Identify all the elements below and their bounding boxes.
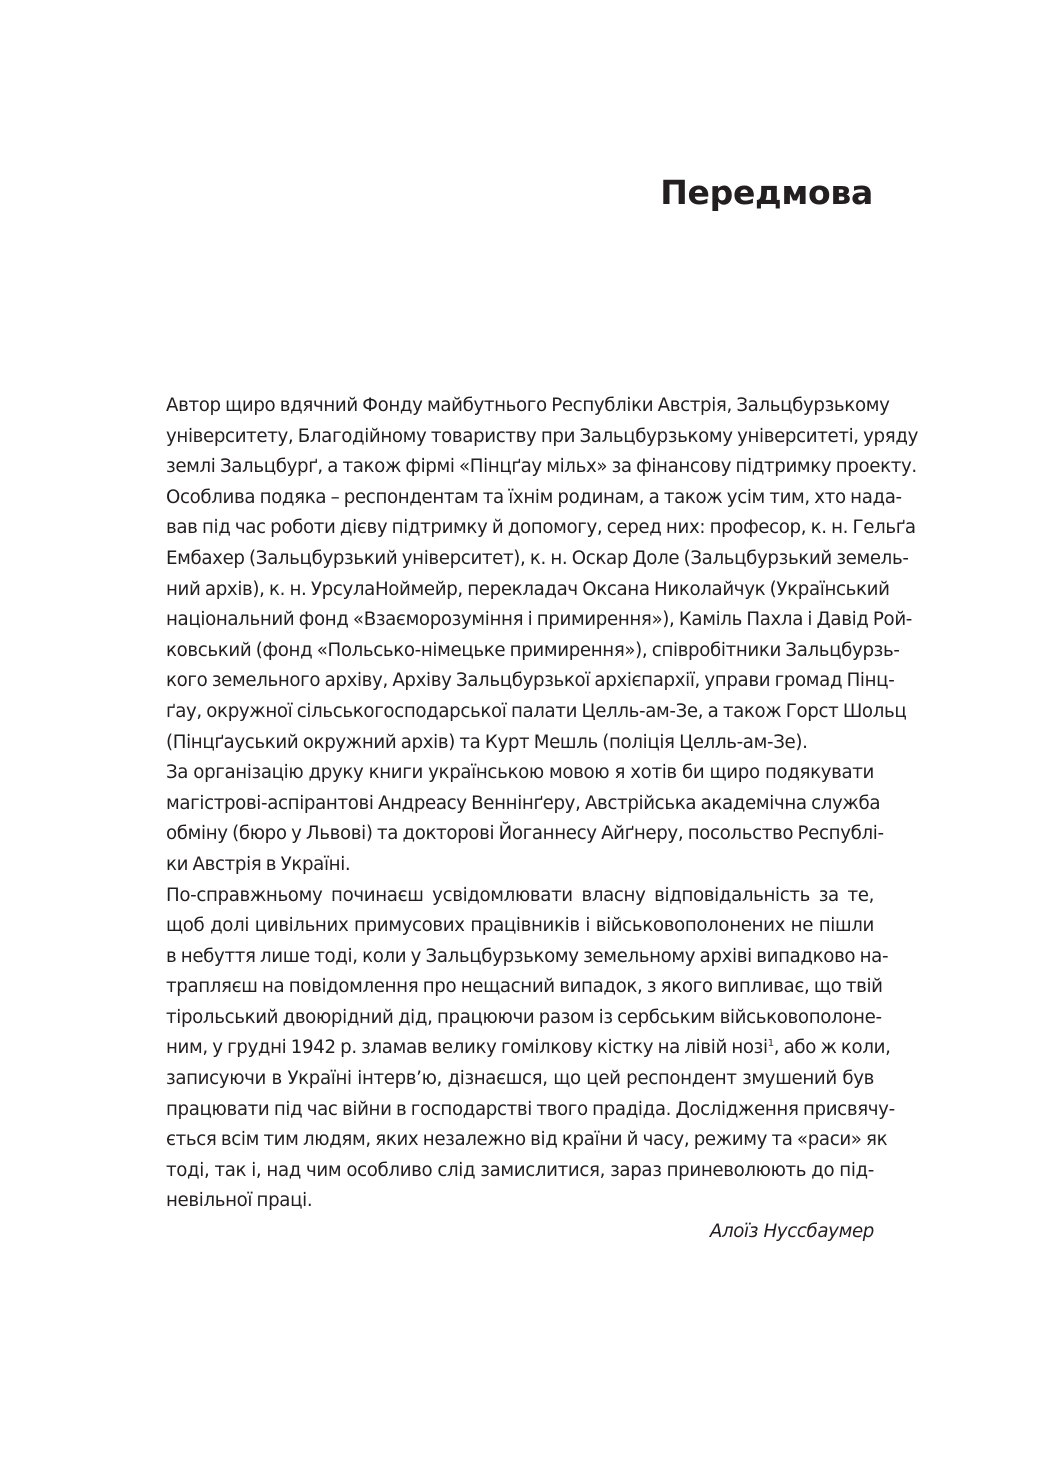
page-title: Передмова (660, 173, 873, 212)
text-line: ковський (фонд «Польсько-німецьке примирення»), співробітники Зальцбурзь- (166, 639, 900, 661)
text-line: вав під час роботи дієву підтримку й допомогу, серед них: професор, к. н. Гельґа (166, 517, 916, 539)
text-line: невільної праці. (166, 1190, 313, 1212)
text-line: щоб долі цивільних примусових працівників і військовополонених не пішли (166, 915, 874, 937)
text-line: Особлива подяка – респондентам та їхнім родинам, а також усім тим, хто нада- (166, 486, 902, 508)
text-line: університету, Благодійному товариству при Зальцбурзькому університеті, уряду (166, 425, 918, 447)
text-line: в небуття лише тоді, коли у Зальцбурзькому земельному архіві випадково на- (166, 945, 889, 967)
text-line: кого земельного архіву, Архіву Зальцбурзької архієпархії, управи громад Пінц- (166, 670, 895, 692)
text-line: Ембахер (Зальцбурзький університет), к. н. Оскар Доле (Зальцбурзький земель- (166, 547, 909, 569)
text-fragment: ним, у грудні 1942 р. зламав велику гомілкову кістку на лівій нозі (166, 1037, 768, 1059)
text-line: Автор щиро вдячний Фонду майбутнього Республіки Австрія, Зальцбурзькому (166, 395, 890, 416)
text-line: обміну (бюро у Львові) та докторові Йоганнесу Айґнеру, посольство Республі- (166, 823, 884, 845)
text-line-with-footnote (166, 1033, 891, 1064)
text-line: працювати під час війни в господарстві твого прадіда. Дослідження присвячу- (166, 1098, 895, 1120)
text-line: По-справжньому починаєш усвідомлювати власну відповідальність за те, (166, 884, 874, 906)
text-line: тоді, так і, над чим особливо слід замислитися, зараз приневолюють до під- (166, 1159, 874, 1181)
text-line: За організацію друку книги українською мовою я хотів би щиро подякувати (166, 762, 874, 784)
author-signature: Алоїз Нуссбаумер (709, 1221, 874, 1243)
text-line: ний архів), к. н. УрсулаНоймейр, перекладач Оксана Николайчук (Український (166, 578, 890, 600)
text-line: трапляєш на повідомлення про нещасний випадок, з якого випливає, що твій (166, 976, 883, 998)
text-line: ки Австрія в Україні. (166, 853, 351, 875)
text-line: тірольський двоюрідний дід, працюючи разом із сербським військовополоне- (166, 1006, 882, 1028)
text-line: (Пінцґауський окружний архів) та Курт Мешль (поліція Целль-ам-Зе). (166, 731, 808, 753)
text-line: ється всім тим людям, яких незалежно від країни й часу, режиму та «раси» як (166, 1129, 888, 1151)
text-line: землі Зальцбурґ, а також фірмі «Пінцґау мільх» за фінансову підтримку проекту. (166, 456, 917, 478)
text-fragment: , або ж коли, (773, 1037, 891, 1059)
footnote-reference[interactable]: 1 (767, 1038, 774, 1050)
preface-body (166, 391, 918, 1248)
text-line: національний фонд «Взаєморозуміння і примирення»), Каміль Пахла і Давід Рой- (166, 609, 913, 631)
text-line: магістрові-аспірантові Андреасу Веннінґеру, Австрійська академічна служба (166, 792, 881, 814)
text-line: записуючи в Україні інтерв’ю, дізнаєшся, що цей респондент змушений був (166, 1068, 874, 1090)
text-line: ґау, окружної сільськогосподарської палати Целль-ам-Зе, а також Горст Шольц (166, 700, 907, 722)
